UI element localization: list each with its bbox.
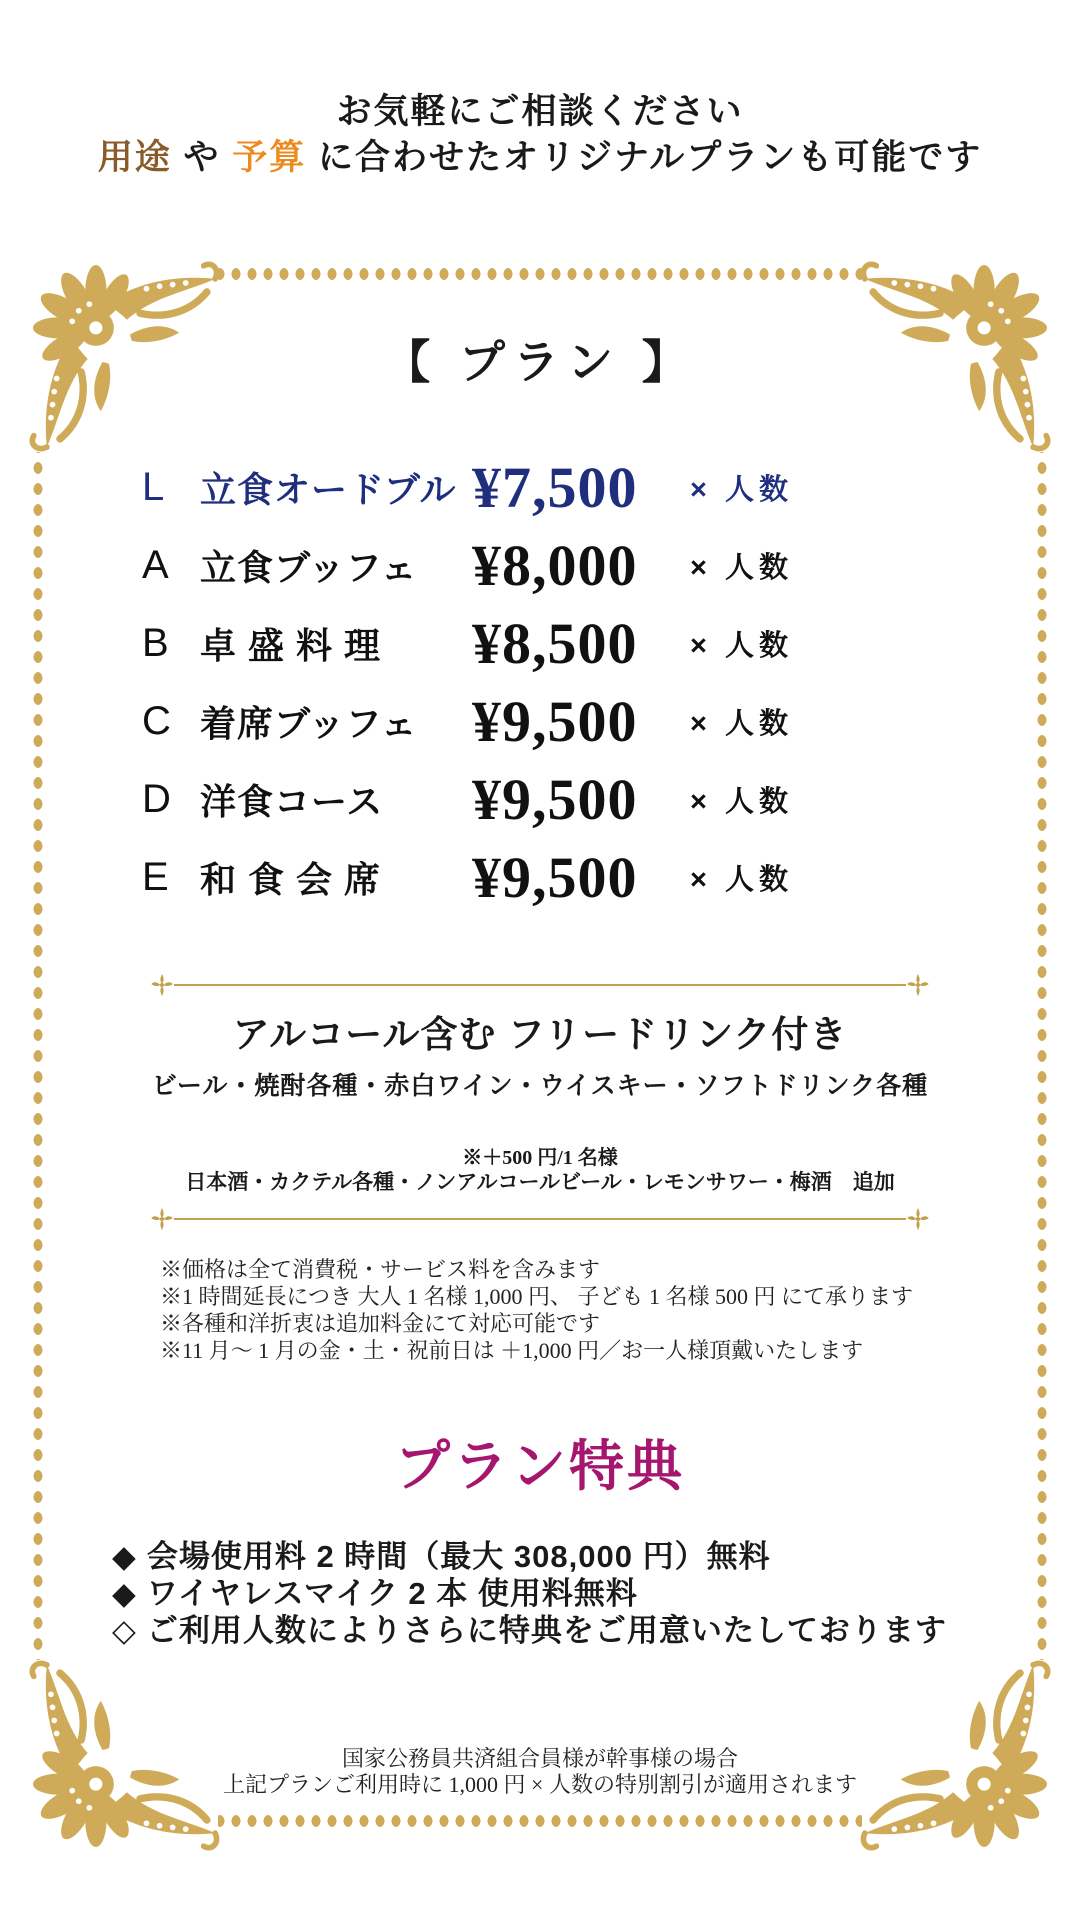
plan-price: ¥8,500 — [472, 610, 638, 676]
note-line: ※各種和洋折衷は追加料金にて対応可能です — [160, 1311, 601, 1336]
divider-bottom — [150, 1206, 930, 1232]
header-budget-word: 予算 — [232, 138, 307, 177]
header-usage-word: 用途 — [97, 138, 172, 177]
plan-letter: C — [142, 698, 171, 743]
dotted-border-top — [218, 267, 862, 281]
divider-line — [174, 1218, 906, 1220]
plan-letter: A — [142, 542, 169, 587]
plan-unit: × 人数 — [690, 707, 793, 740]
plan-unit: × 人数 — [690, 551, 793, 584]
note-line: ※1 時間延長につき 大人 1 名様 1,000 円、 子ども 1 名様 500 円 にて承ります — [160, 1284, 914, 1309]
plan-title: 【 プラン 】 — [384, 336, 696, 388]
plan-table — [142, 448, 902, 916]
benefit-text: ワイヤレスマイク 2 本 使用料無料 — [146, 1576, 638, 1611]
header-line1: お気軽にご相談ください — [336, 92, 744, 131]
header-ya-word: や — [171, 138, 233, 177]
drink-included-list: ビール・焼酎各種・赤白ワイン・ウイスキー・ソフトドリンク各種 — [151, 1072, 929, 1100]
plan-unit: × 人数 — [690, 785, 793, 818]
plan-name: 着席ブッフェ — [200, 702, 418, 744]
plan-name: 立食オードブル — [200, 468, 457, 510]
plan-letter: D — [142, 776, 171, 821]
plan-row-C — [142, 682, 902, 760]
plan-letter: E — [142, 854, 169, 899]
plan-price: ¥8,000 — [472, 532, 638, 598]
plan-price: ¥9,500 — [472, 688, 638, 754]
divider-top — [150, 972, 930, 998]
plan-unit: × 人数 — [690, 473, 793, 506]
benefit-item — [112, 1575, 947, 1612]
drink-extra-price: ※＋500 円/1 名様 — [462, 1147, 618, 1169]
plan-row-B — [142, 604, 902, 682]
benefit-item — [112, 1612, 947, 1649]
diamond-outline-icon: ◇ — [112, 1613, 137, 1648]
note-line: ※11 月～ 1 月の金・土・祝前日は ＋1,000 円／お一人様頂戴いたします — [160, 1338, 864, 1363]
divider-ornament-icon — [150, 1207, 174, 1231]
plan-letter: B — [142, 620, 169, 665]
footer-line1: 国家公務員共済組合員様が幹事様の場合 — [341, 1746, 738, 1771]
plan-row-D — [142, 760, 902, 838]
benefit-text: 会場使用料 2 時間（最大 308,000 円）無料 — [146, 1539, 771, 1574]
plan-price: ¥9,500 — [472, 844, 638, 910]
divider-line — [174, 984, 906, 986]
header-line2-rest: に合わせたオリジナルプランも可能です — [306, 138, 983, 177]
diamond-filled-icon: ◆ — [112, 1576, 137, 1611]
divider-ornament-icon — [906, 1207, 930, 1231]
plan-row-E — [142, 838, 902, 916]
dotted-border-bottom — [218, 1814, 862, 1828]
divider-ornament-icon — [150, 973, 174, 997]
benefit-text: ご利用人数によりさらに特典をご用意いたしております — [146, 1613, 947, 1648]
notes-block — [160, 1256, 913, 1364]
plan-unit: × 人数 — [690, 629, 793, 662]
plan-row-L — [142, 448, 902, 526]
plan-name: 卓 盛 料 理 — [200, 624, 382, 666]
benefits-title: プラン特典 — [394, 1435, 685, 1497]
divider-ornament-icon — [906, 973, 930, 997]
footer-note — [0, 1746, 1080, 1798]
note-line: ※価格は全て消費税・サービス料を含みます — [160, 1257, 601, 1282]
plan-row-A — [142, 526, 902, 604]
plan-unit: × 人数 — [690, 863, 793, 896]
header-line2 — [0, 130, 1080, 180]
benefits-list — [112, 1538, 947, 1649]
footer-line2: 上記プランご利用時に 1,000 円 × 人数の特別割引が適用されます — [223, 1772, 857, 1797]
plan-name: 和 食 会 席 — [200, 858, 382, 900]
plan-name: 立食ブッフェ — [200, 546, 418, 588]
plan-price: ¥9,500 — [472, 766, 638, 832]
plan-name: 洋食コース — [200, 780, 384, 822]
plan-price: ¥7,500 — [472, 454, 638, 520]
drink-heading: アルコール含む フリードリンク付き — [232, 1014, 848, 1055]
plan-letter: L — [142, 464, 165, 509]
diamond-filled-icon: ◆ — [112, 1539, 137, 1574]
drink-extra-items: 日本酒・カクテル各種・ノンアルコールビール・レモンサワー・梅酒 追加 — [185, 1170, 895, 1194]
benefit-item — [112, 1538, 947, 1575]
